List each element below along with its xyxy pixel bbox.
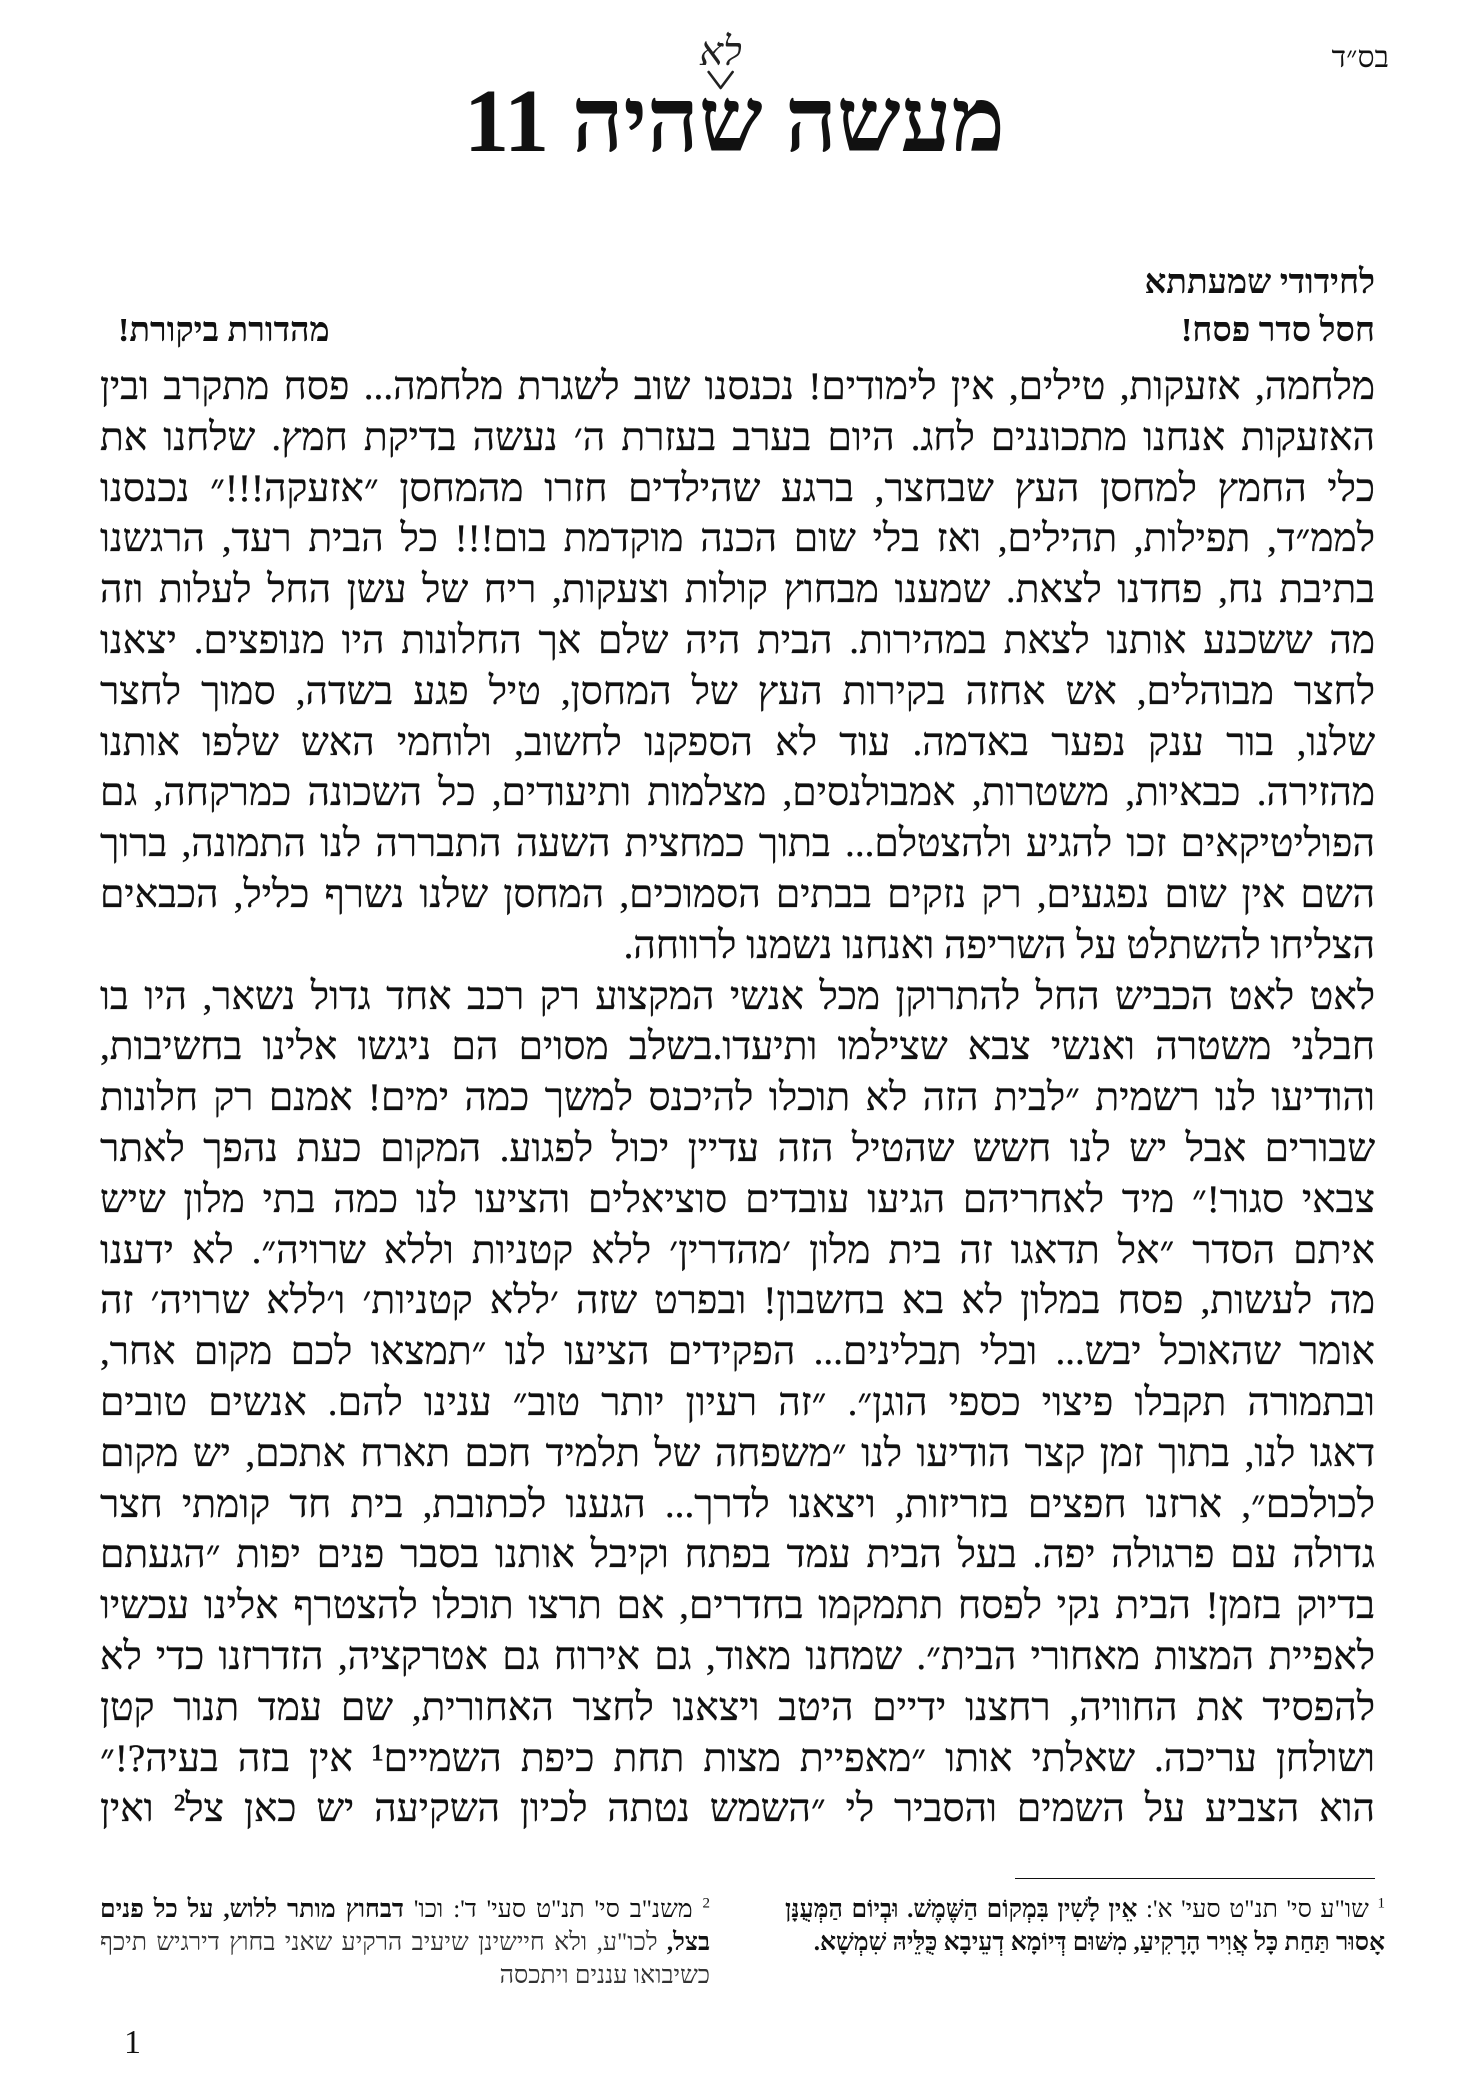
title-word-was: היה [571,72,699,171]
title-word-story: מעשה [785,72,1005,171]
body-line-text: ובתמורה תקבלו פיצוי כספי הוגן״. ״זה רעיון יותר טוב״ ענינו להם. אנשים טובים [100,1380,1375,1424]
body-line [100,1226,1375,1277]
body-line [100,514,1375,565]
body-line [100,1530,1375,1581]
header-mark: בס״ד [1331,41,1389,74]
body-line-text: הצליחו להשתלט על השריפה ואנחנו נשמנו לרווחה. [623,923,1375,967]
body-line-text: לחצר מבוהלים, אש אחזה בקירות העץ של המחסן, טיל פגע בשדה, סמוך לחצר [100,669,1375,713]
body-line-text: בתיבת נח, פחדנו לצאת. שמענו מבחוץ קולות וצעקות, ריח של עשן החל לעלות וזה [100,568,1375,612]
body-line-text: חבלני משטרה ואנשי צבא שצילמו ותיעדו.בשלב מסוים הם ניגשו אלינו בחשיבות, [100,1025,1375,1069]
footnote-2-source: משנ"ב סי' תנ"ט סעי' ד': [453,1896,693,1923]
body-line [100,1022,1375,1073]
body-line-text: ושולחן עריכה. שאלתי אותו ״מאפיית מצות תחת כיפת השמיים¹ אין בזה בעיה?!״ [100,1736,1375,1780]
body-line [100,413,1375,464]
body-line-text: והודיעו לנו רשמית ״לבית הזה לא תוכלו להיכנס למשך כמה ימים! אמנם רק חלונות [100,1076,1375,1120]
body-line [100,667,1375,718]
body-line [100,1429,1375,1480]
insertion-text: לא [699,29,742,74]
body-line [100,718,1375,769]
edition-label: מהדורת ביקורת! [118,312,330,349]
body-line-text: איתם הסדר ״אל תדאגו זה בית מלון ׳מהדרין׳ ללא קטניות וללא שרויה״. לא ידענו [100,1228,1375,1272]
footnote-1 [785,1893,1385,1959]
body-line [100,1784,1375,1835]
footnote-2-bold-quote: דבחוץ מותר ללוש, על כל פנים בצל, [100,1896,710,1956]
body-line-text: מהזירה. כבאיות, משטרות, אמבולנסים, מצלמות ותיעודים, כל השכונה כמרקחה, גם [100,771,1375,815]
body-line-text: הוא הצביע על השמים והסביר לי ״השמש נטתה לכיון השקיעה יש כאן צל² ואין [100,1787,1375,1831]
body-line-text: לאט לאט הכביש החל להתרוקן מכל אנשי המקצוע רק רכב אחד גדול נשאר, היו בו [100,974,1375,1018]
body-line [100,616,1375,667]
body-line [100,1378,1375,1429]
footnote-2-marker: 2 [702,1895,711,1912]
body-line-text: שלנו, בור ענק נפער באדמה. עוד לא הספקנו לחשוב, ולוחמי האש שלפו אותנו [100,720,1375,764]
body-line-text: בדיוק בזמן! הבית נקי לפסח תתמקמו בחדרים, אם תרצו תוכלו להצטרף אלינו עכשיו [100,1584,1375,1628]
body-line-text: אומר שהאוכל יבש... ובלי תבלינים... הפקידים הציעו לנו ״תמצאו לכם מקום אחר, [100,1330,1375,1374]
title-insertion-anchor [698,29,763,171]
footnote-1-marker: 1 [1377,1895,1386,1912]
body-line-text: כלי החמץ למחסן העץ שבחצר, ברגע שהילדים חזרו מהמחסן ״אזעקה!!!״ נכנסנו [100,466,1375,510]
body-line [100,870,1375,921]
page-number: 1 [124,2024,141,2061]
body-line-text: הפוליטיקאים זכו להגיע ולהצטלם... בתוך כמחצית השעה התבררה לנו התמונה, ברוך [100,822,1375,866]
handwritten-insertion [699,29,742,90]
body-line-text: שבורים אבל יש לנו חשש שהטיל הזה עדיין יכול לפגוע. המקום כעת נהפך לאתר [100,1126,1375,1170]
footnote-1-source: שו"ע סי' תנ"ט סעי' א': [1146,1896,1369,1923]
body-line [100,362,1375,413]
body-line-text: השם אין שום נפגעים, רק נזקים בבתים הסמוכים, המחסן שלנו נשרף כליל, הכבאים [100,872,1375,916]
subheading: לחידודי שמעתתא [1144,264,1375,301]
body-line-text: להפסיד את החוויה, רחצנו ידיים היטב ויצאנו לחצר האחורית, שם עמד תנור קטן [100,1685,1375,1729]
title-number: 11 [464,72,550,171]
body-line [100,1175,1375,1226]
body-line [100,1124,1375,1175]
insertion-caret-icon [705,70,735,90]
body-line-text: לכולכם״, ארזנו חפצים בזריזות, ויצאנו לדרך... הגענו לכתובת, בית חד קומתי חצר [100,1482,1375,1526]
section-heading: חסל סדר פסח! [1180,312,1375,349]
body-line [100,565,1375,616]
body-line [100,768,1375,819]
footnote-1-quote: אֵין לָשִׁין בִּמְקוֹם הַשֶּׁמֶשׁ. וּבְיוֹם הַמְּעֻנָּן אָסוּר תַּחַת כָּל אֲוִיר הָרָקִיעַ, מִשּׁוּם דְּיוֹמָא דְעֵיבָא כֻּלֵּיהּ שִׁמְשָׁא. [785,1896,1385,1956]
body-line-text: האזעקות אנחנו מתכוננים לחג. היום בערב בעזרת ה׳ נעשה בדיקת חמץ. שלחנו את [100,415,1375,459]
body-line-text: דאגו לנו, בתוך זמן קצר הודיעו לנו ״משפחה של תלמיד חכם תארח אתכם, יש מקום [100,1431,1375,1475]
footnote-2 [100,1893,710,1992]
footnote-separator [1015,1878,1375,1879]
footnote-2-prefix: וכו' [413,1896,444,1923]
body-line [100,1734,1375,1785]
body-line-text: לממ״ד, תפילות, תהילים, ואז בלי שום הכנה מוקדמת בום!!! כל הבית רעד, הרגשנו [100,517,1375,561]
body-line [100,921,1375,972]
body-line [100,972,1375,1023]
title-prefix: ש [698,72,763,171]
body-line [100,1073,1375,1124]
body-line-text: מלחמה, אזעקות, טילים, אין לימודים! נכנסנו שוב לשגרת מלחמה... פסח מתקרב ובין [100,365,1375,408]
body-line-text: גדולה עם פרגולה יפה. בעל הבית עמד בפתח וקיבל אותנו בסבר פנים יפות ״הגעתם [100,1533,1375,1577]
body-line-text: צבאי סגור!״ מיד לאחריהם הגיעו עובדים סוציאלים והציעו לנו כמה בתי מלון שיש [100,1177,1375,1221]
body-text [100,362,1375,1835]
body-line-text: מה ששכנע אותנו לצאת במהירות. הבית היה שלם אך החלונות היו מנופצים. יצאנו [100,618,1375,662]
body-line [100,1581,1375,1632]
body-line [100,819,1375,870]
footnote-2-text: לכו"ע, ולא חיישינן שיעיב הרקיע שאני בחוץ דירגיש תיכף כשיבואו עננים ויתכסה [100,1929,710,1989]
body-line [100,1683,1375,1734]
body-line [100,1632,1375,1683]
body-line-text: מה לעשות, פסח במלון לא בא בחשבון! ובפרט שזה ׳ללא קטניות׳ ו׳ללא שרויה׳ זה [100,1279,1375,1323]
body-line [100,1480,1375,1531]
body-line [100,1327,1375,1378]
body-line [100,1276,1375,1327]
body-line-text: לאפיית המצות מאחורי הבית״. שמחנו מאוד, גם אירוח גם אטרקציה, הזדרזנו כדי לא [100,1634,1375,1678]
body-line [100,464,1375,515]
